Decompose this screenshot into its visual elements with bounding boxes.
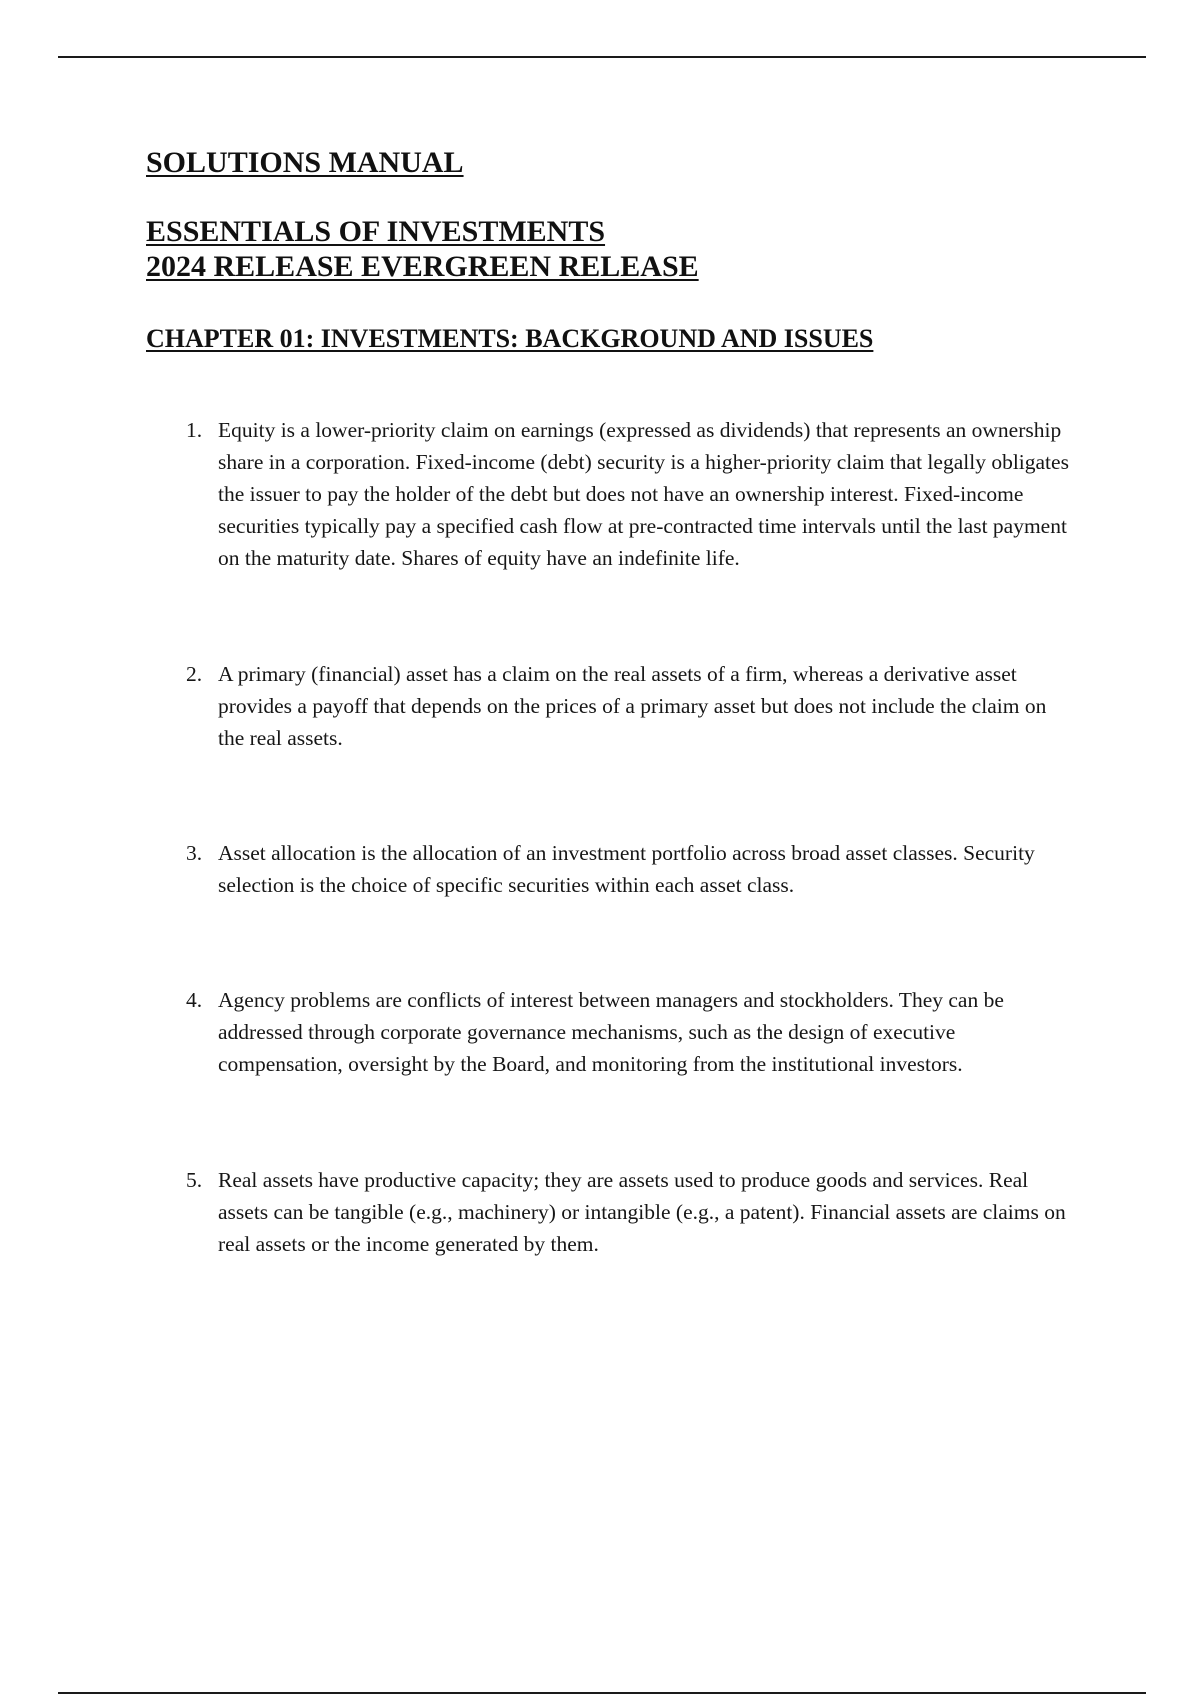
edition-title: 2024 RELEASE EVERGREEN RELEASE xyxy=(146,250,699,283)
answer-text: Agency problems are conflicts of interest between managers and stockholders. They can be addressed through corporate governance mechanisms, such as the design of executive compensation, oversight by the Board, and monitoring from the institutional investors. xyxy=(218,988,1004,1076)
answer-item-4 xyxy=(186,984,1072,1080)
book-title: ESSENTIALS OF INVESTMENTS xyxy=(146,215,606,248)
answer-text: A primary (financial) asset has a claim on the real assets of a firm, whereas a derivative asset provides a payoff that depends on the prices of a primary asset but does not include the claim on the real assets. xyxy=(218,662,1047,750)
document-title: SOLUTIONS MANUAL xyxy=(146,146,464,179)
chapter-heading: CHAPTER 01: INVESTMENTS: BACKGROUND AND ISSUES xyxy=(146,324,874,353)
answer-item-2 xyxy=(186,658,1072,754)
answer-number: 5. xyxy=(186,1168,203,1192)
book-title-block xyxy=(146,214,1086,284)
answer-item-1 xyxy=(186,414,1072,574)
bottom-rule xyxy=(58,1692,1146,1694)
answer-text: Asset allocation is the allocation of an investment portfolio across broad asset classes. Security selection is the choice of specific securities within each asset class. xyxy=(218,841,1035,897)
answer-number: 1. xyxy=(186,418,203,442)
answer-text: Equity is a lower-priority claim on earnings (expressed as dividends) that represents an ownership share in a corporation. Fixed-income (debt) security is a higher-priority claim that legally obligates the issuer to pay the holder of the debt but does not have an ownership interest. Fixed-income securities typically pay a specified cash flow at pre-contracted time intervals until the last payment on the maturity date. Shares of equity have an indefinite life. xyxy=(218,418,1069,570)
document-header xyxy=(146,146,1086,354)
top-rule xyxy=(58,56,1146,58)
answer-number: 2. xyxy=(186,662,203,686)
answer-number: 4. xyxy=(186,988,203,1012)
answer-item-5 xyxy=(186,1164,1072,1260)
answer-number: 3. xyxy=(186,841,203,865)
answer-text: Real assets have productive capacity; they are assets used to produce goods and services. Real assets can be tangible (e.g., machinery) or intangible (e.g., a patent). Financial assets are claims on real assets or the income generated by them. xyxy=(218,1168,1066,1256)
answer-item-3 xyxy=(186,837,1072,901)
answers-list xyxy=(186,414,1072,1260)
